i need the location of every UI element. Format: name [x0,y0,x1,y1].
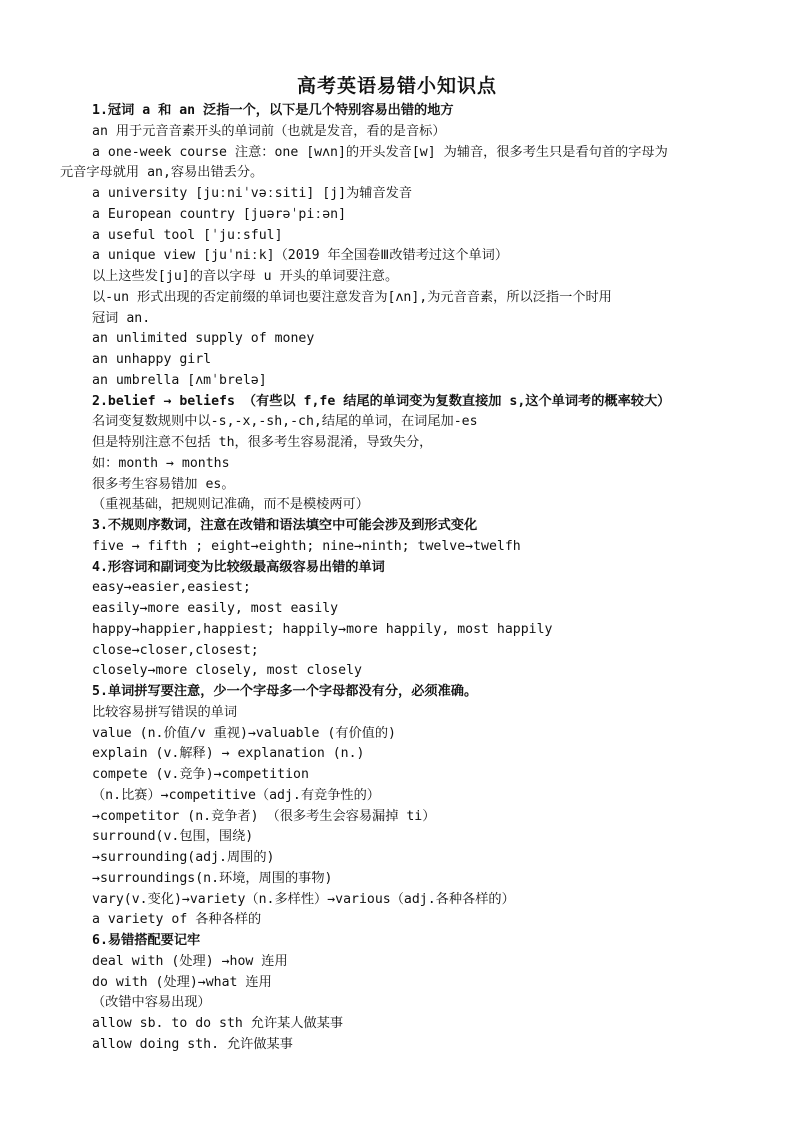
text-line: 以-un 形式出现的否定前缀的单词也要注意发音为[ʌn],为元音音素，所以泛指一个时用 [92,289,612,305]
text-line: （重视基础，把规则记准确，而不是模棱两可） [92,497,369,513]
text-line: vary(v.变化)→variety（n.多样性）→various（adj.各种各样的） [92,891,515,907]
section-heading: 6.易错搭配要记牢 [92,933,201,948]
text-line: five → fifth ; eight→eighth; nine→ninth; twelve→twelfh [92,538,521,554]
text-line: explain (v.解释) → explanation (n.) [92,746,365,762]
section-heading: 5.单词拼写要注意，少一个字母多一个字母都没有分，必须准确。 [92,684,478,699]
text-line: （改错中容易出现） [92,995,211,1011]
text-line: an unhappy girl [92,352,212,367]
text-line: an umbrella [ʌmˈbrelə] [92,372,267,388]
text-line: a variety of 各种各样的 [92,912,262,928]
text-line: surround(v.包围，围绕) [92,829,254,845]
text-line: →surroundings(n.环境，周围的事物) [92,870,333,886]
text-line: easily→more easily, most easily [92,601,339,616]
text-line: （n.比赛）→competitive（adj.有竞争性的） [92,787,380,803]
text-line: close→closer,closest; [92,642,259,658]
document-body [60,101,750,1056]
text-line: 冠词 an. [92,310,151,326]
text-line: do with (处理)→what 连用 [92,974,272,990]
text-line: happy→happier,happiest; happily→more happily, most happily [92,621,553,637]
text-line: allow doing sth. 允许做某事 [92,1036,293,1052]
text-line: compete (v.竞争)→competition [92,767,309,782]
section-heading: 2.belief → beliefs （有些以 f,fe 结尾的单词变为复数直接加 s,这个单词考的概率较大） [92,393,671,409]
text-line: deal with (处理) →how 连用 [92,953,288,969]
text-line: 如：month → months [92,455,230,471]
text-line: 名词变复数规则中以-s,-x,-sh,-ch,结尾的单词，在词尾加-es [92,414,478,430]
text-line: 但是特别注意不包括 th，很多考生容易混淆，导致失分， [92,435,433,450]
text-line: 很多考生容易错加 es。 [92,476,235,492]
text-line: a useful tool [ˈjuːsful] [92,227,283,243]
section-heading: 3.不规则序数词，注意在改错和语法填空中可能会涉及到形式变化 [92,518,478,533]
text-line: a one-week course 注意：one [wʌn]的开头发音[w] 为辅音，很多考生只是看句首的字母为 [92,144,668,160]
text-line: a European country [juərəˈpiːən] [92,206,347,222]
text-line: an 用于元音音素开头的单词前（也就是发音，看的是音标） [92,123,446,139]
page-title: 高考英语易错小知识点 [296,75,497,97]
text-line: closely→more closely, most closely [92,663,362,679]
text-line: →competitor (n.竞争者) （很多考生会容易漏掉 ti） [92,808,436,824]
text-line: 以上这些发[ju]的音以字母 u 开头的单词要注意。 [92,269,399,284]
text-line: a unique view [juˈniːk]（2019 年全国卷Ⅲ改错考过这个单词） [92,248,509,264]
section-heading: 1.冠词 a 和 an 泛指一个，以下是几个特别容易出错的地方 [92,103,454,118]
text-line: allow sb. to do sth 允许某人做某事 [92,1016,344,1031]
text-line: easy→easier,easiest; [92,580,251,596]
text-line: 元音字母就用 an,容易出错丢分。 [60,165,264,181]
text-line: an unlimited supply of money [92,331,315,347]
text-line: →surrounding(adj.周围的) [92,850,275,865]
text-line: 比较容易拼写错误的单词 [92,704,238,720]
text-line: value (n.价值/v 重视)→valuable (有价值的) [92,725,396,741]
section-heading: 4.形容词和副词变为比较级最高级容易出错的单词 [92,559,385,575]
text-line: a university [juːniˈvəːsiti] [j]为辅音发音 [92,186,413,201]
